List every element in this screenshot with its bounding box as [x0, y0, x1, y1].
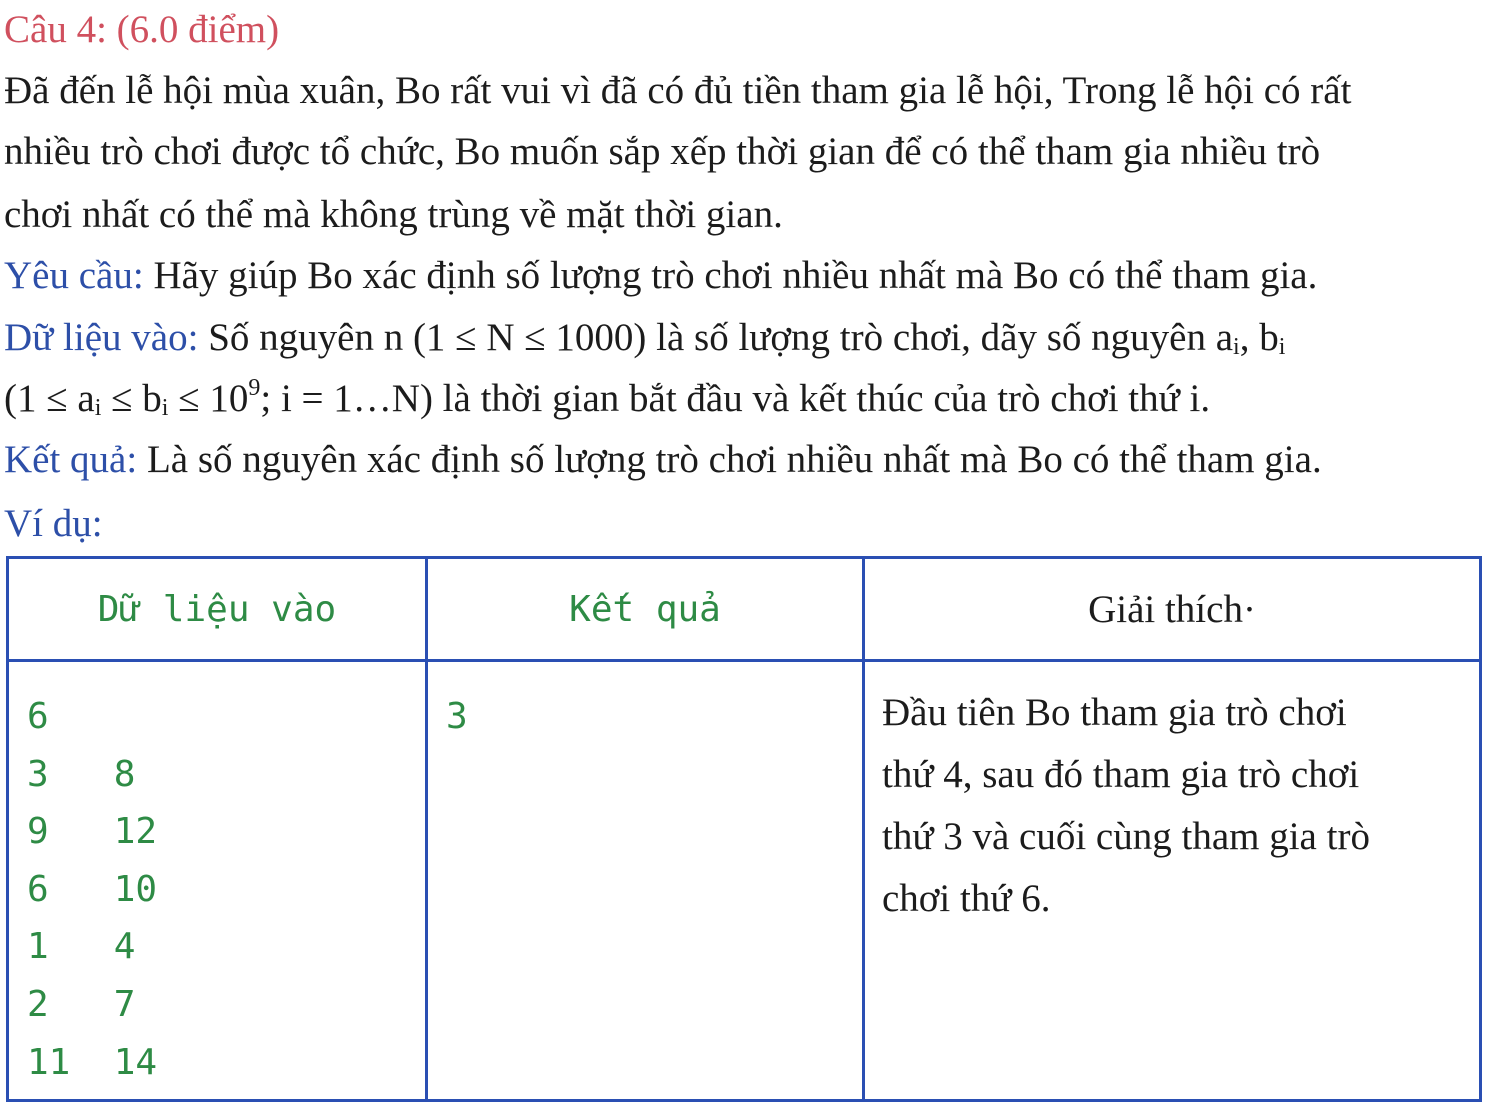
subscript-i: i [1233, 334, 1240, 360]
intro-line-2: nhiều trò chơi được tổ chức, Bo muốn sắp xếp thời gian để có thể tham gia nhiều trò [4, 130, 1321, 173]
input-spec-text-2a: (1 ≤ a [4, 377, 95, 420]
question-title: Câu 4: (6.0 điểm) [4, 8, 280, 51]
input-spec-label: Dữ liệu vào: [4, 316, 199, 359]
explanation-cell [864, 661, 1481, 1101]
output-spec-label: Kết quả: [4, 438, 138, 481]
intro-line-3: chơi nhất có thể mà không trùng về mặt thời gian. [4, 193, 783, 236]
input-row: 3 8 [27, 753, 136, 795]
input-cell [8, 661, 427, 1101]
input-row: 1 4 [27, 926, 136, 968]
result-cell: 3 [427, 661, 864, 1101]
header-explanation: Giải thích· [864, 558, 1481, 661]
input-row: 11 14 [27, 1041, 158, 1083]
header-input: Dữ liệu vào [8, 558, 427, 661]
explanation-line: chơi thứ 6. [882, 877, 1051, 920]
input-row: 6 10 [27, 868, 158, 910]
explanation-line: thứ 3 và cuối cùng tham gia trò [882, 815, 1370, 858]
requirement-text: Hãy giúp Bo xác định số lượng trò chơi nhiều nhất mà Bo có thể tham gia. [153, 254, 1318, 297]
input-row: 9 12 [27, 811, 158, 853]
intro-line-1: Đã đến lễ hội mùa xuân, Bo rất vui vì đã có đủ tiền tham gia lễ hội, Trong lễ hội có rất [4, 69, 1352, 112]
output-spec-text: Là số nguyên xác định số lượng trò chơi nhiều nhất mà Bo có thể tham gia. [146, 438, 1322, 481]
input-spec-text-2d: ; i = 1…N) là thời gian bắt đầu và kết thúc của trò chơi thứ i. [260, 377, 1211, 420]
input-spec-text-1: Số nguyên n (1 ≤ N ≤ 1000) là số lượng trò chơi, dãy số nguyên a [208, 316, 1234, 359]
explanation-line: Đầu tiên Bo tham gia trò chơi [882, 691, 1347, 734]
example-table [6, 556, 1482, 1102]
exponent-9: 9 [248, 375, 261, 401]
input-row: 6 [27, 696, 49, 737]
example-table-header-row [8, 558, 1481, 661]
example-label: Ví dụ: [4, 502, 103, 545]
input-spec-text-2b: ≤ b [101, 377, 162, 420]
requirement-line [4, 256, 1317, 295]
example-table-body-row [8, 661, 1481, 1101]
input-row: 2 7 [27, 983, 136, 1025]
subscript-i: i [1278, 334, 1286, 360]
output-spec-line [4, 440, 1322, 479]
header-result: Kết quả [427, 558, 864, 661]
requirement-label: Yêu cầu: [4, 254, 144, 297]
subscript-i: i [94, 395, 102, 421]
subscript-i: i [161, 395, 169, 421]
input-spec-line-2 [4, 375, 1211, 421]
input-spec-text-1b: , b [1239, 316, 1279, 359]
input-spec-text-2c: ≤ 10 [168, 377, 249, 420]
input-spec-line-1 [4, 316, 1286, 360]
explanation-line: thứ 4, sau đó tham gia trò chơi [882, 753, 1360, 796]
